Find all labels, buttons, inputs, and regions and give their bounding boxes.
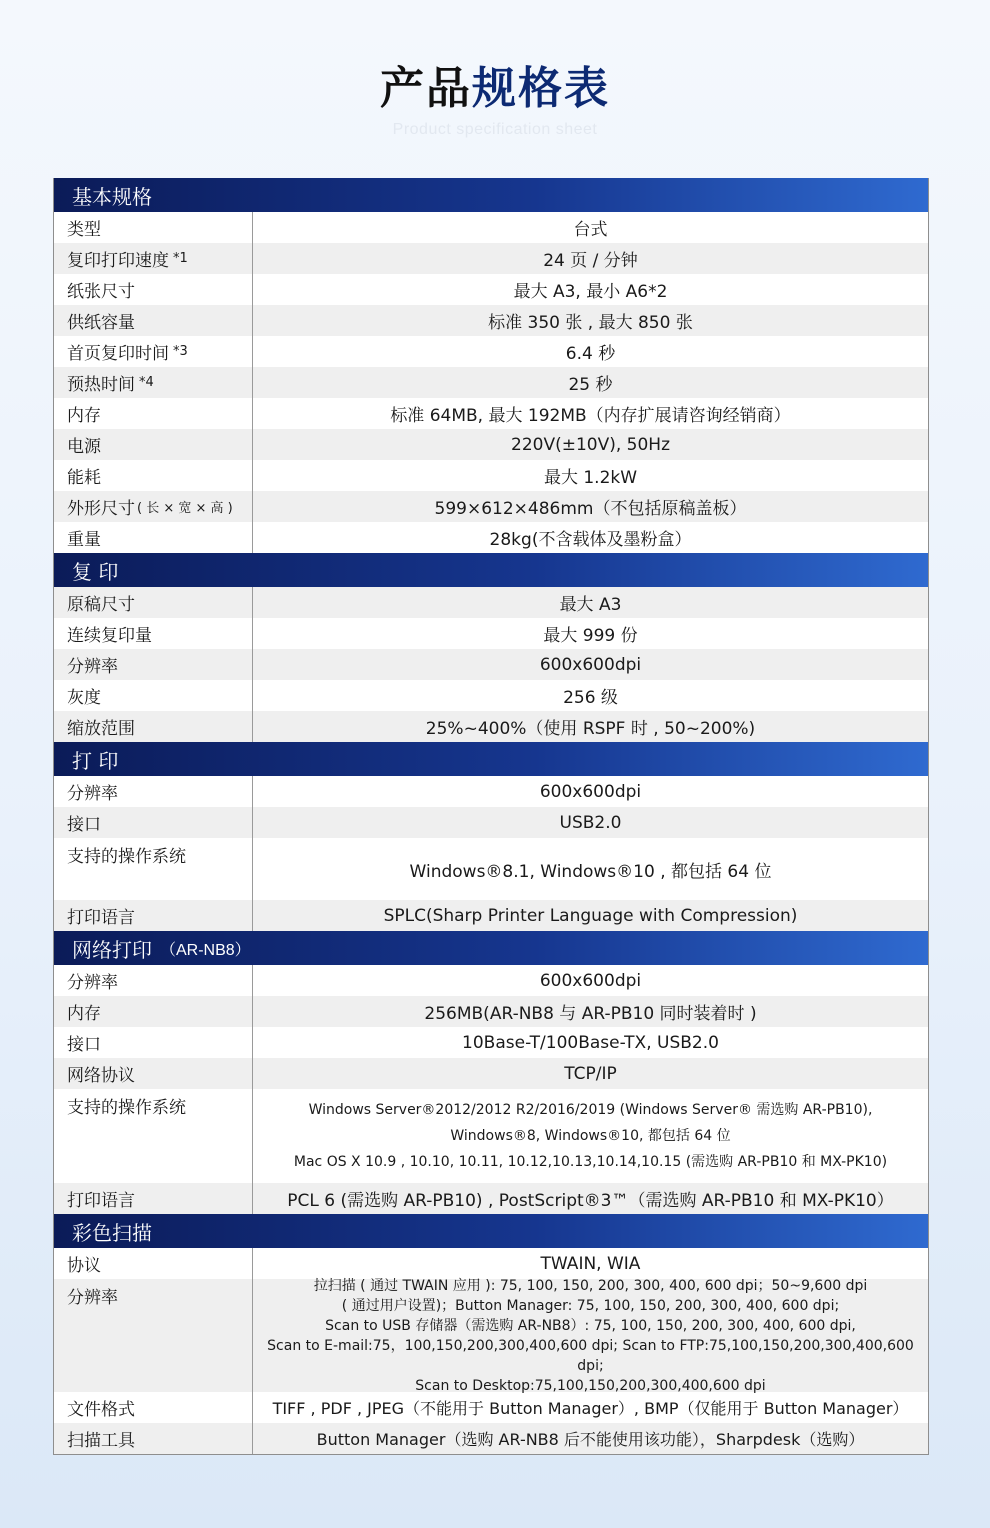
section-header-basic (54, 178, 928, 212)
row-value: Button Manager（选购 AR-NB8 后不能使用该功能），Sharpdesk（选购） (316, 1430, 865, 1449)
section-header-network (54, 931, 928, 965)
table-row (54, 1183, 928, 1214)
row-label: 类型 (54, 212, 253, 243)
section-header-copy (54, 553, 928, 587)
table-row (54, 1248, 928, 1279)
row-label: 扫描工具 (54, 1423, 253, 1454)
table-row (54, 649, 928, 680)
row-label: 接口 (54, 1027, 253, 1058)
row-value: 10Base-T/100Base-TX, USB2.0 (462, 1032, 719, 1053)
section-header-print (54, 742, 928, 776)
table-row (54, 1058, 928, 1089)
row-label: 原稿尺寸 (54, 587, 253, 618)
table-row (54, 776, 928, 807)
resolution-line: Scan to E-mail:75，100,150,200,300,400,600 dpi; Scan to FTP:75,100,150,200,300,400,600 dpi; (267, 1337, 914, 1374)
row-value: 标准 64MB, 最大 192MB（内存扩展请咨询经销商） (390, 406, 791, 426)
row-value: TWAIN, WIA (540, 1253, 641, 1274)
table-row (54, 429, 928, 460)
row-value: 600x600dpi (539, 781, 642, 802)
row-label: 协议 (54, 1248, 253, 1279)
section-title: 彩色扫描 (72, 1220, 152, 1245)
footnote-mark: *3 (173, 344, 188, 359)
row-value: 标准 350 张 , 最大 850 张 (488, 313, 693, 333)
row-value: 最大 A3 (559, 595, 622, 615)
resolution-line: ( 通过用户设置)；Button Manager: 75, 100, 150, 200, 300, 400, 600 dpi; (341, 1297, 840, 1314)
table-row (54, 398, 928, 429)
table-row (54, 1392, 928, 1423)
table-row (54, 900, 928, 931)
section-title-model: （AR-NB8） (160, 941, 251, 959)
row-label: 内存 (54, 996, 253, 1027)
row-value: USB2.0 (559, 812, 622, 833)
row-value: Windows®8.1, Windows®10 , 都包括 64 位 (409, 861, 772, 882)
os-line: Windows Server®2012/2012 R2/2016/2019 (Windows Server® 需选购 AR-PB10), (308, 1102, 873, 1118)
table-row (54, 274, 928, 305)
row-label: 分辨率 (54, 649, 253, 680)
footnote-mark: *4 (139, 375, 154, 390)
page-title-part2: 规格表 (472, 63, 610, 114)
row-value: 256 级 (563, 688, 618, 708)
row-label: 重量 (54, 522, 253, 553)
row-label: 文件格式 (54, 1392, 253, 1423)
section-header-scan (54, 1214, 928, 1248)
table-row (54, 1027, 928, 1058)
section-title: 复 印 (72, 559, 119, 584)
row-value: PCL 6 (需选购 AR-PB10) , PostScript®3™（需选购 AR-PB10 和 MX-PK10） (287, 1191, 894, 1211)
row-value: SPLC(Sharp Printer Language with Compression) (383, 905, 798, 926)
row-value: TIFF , PDF , JPEG（不能用于 Button Manager）, BMP（仅能用于 Button Manager） (272, 1399, 909, 1418)
page-subtitle: Product specification sheet (392, 121, 598, 138)
table-row (54, 996, 928, 1027)
table-row (54, 367, 928, 398)
row-label: 网络协议 (54, 1058, 253, 1089)
row-value: 24 页 / 分钟 (543, 251, 638, 271)
table-row (54, 336, 928, 367)
table-row (54, 1279, 928, 1392)
page-title-part1: 产品 (380, 63, 472, 114)
row-label: 支持的操作系统 (54, 838, 253, 900)
row-value: 600x600dpi (539, 970, 642, 991)
row-label: 打印语言 (54, 1183, 253, 1214)
row-label: 支持的操作系统 (54, 1089, 253, 1183)
table-row (54, 711, 928, 742)
row-value: 256MB(AR-NB8 与 AR-PB10 同时装着时 ) (424, 1004, 757, 1024)
row-label: 连续复印量 (54, 618, 253, 649)
row-label: 内存 (54, 398, 253, 429)
row-label: 能耗 (54, 460, 253, 491)
row-label: 供纸容量 (54, 305, 253, 336)
row-label: 分辨率 (54, 1279, 253, 1392)
row-label: 首页复印时间 *3 (54, 336, 253, 367)
os-line: Windows®8, Windows®10, 都包括 64 位 (450, 1128, 731, 1144)
row-label: 分辨率 (54, 776, 253, 807)
section-title: 基本规格 (72, 184, 152, 209)
row-value: 6.4 秒 (565, 344, 616, 364)
row-value: 最大 1.2kW (543, 468, 638, 488)
row-label: 打印语言 (54, 900, 253, 931)
resolution-line: Scan to USB 存储器（需选购 AR-NB8）: 75, 100, 150, 200, 300, 400, 600 dpi, (325, 1317, 856, 1334)
table-row (54, 587, 928, 618)
table-row (54, 305, 928, 336)
row-label: 缩放范围 (54, 711, 253, 742)
resolution-line: Scan to Desktop:75,100,150,200,300,400,600 dpi (415, 1377, 766, 1394)
section-title: 打 印 (72, 748, 119, 773)
table-row (54, 680, 928, 711)
row-value: 台式 (573, 220, 608, 240)
row-value (253, 1279, 928, 1392)
spec-table (53, 178, 929, 1455)
row-value: 25 秒 (568, 375, 613, 395)
table-row (54, 807, 928, 838)
table-row (54, 243, 928, 274)
table-row (54, 491, 928, 522)
row-value: 25%~400%（使用 RSPF 时 , 50~200%) (425, 719, 756, 739)
table-row (54, 965, 928, 996)
row-label: 复印打印速度 *1 (54, 243, 253, 274)
table-row (54, 1089, 928, 1183)
row-value: 599×612×486mm（不包括原稿盖板） (434, 499, 747, 519)
row-value: 600x600dpi (539, 654, 642, 675)
row-label: 纸张尺寸 (54, 274, 253, 305)
table-row (54, 212, 928, 243)
row-value: 最大 A3, 最小 A6*2 (513, 282, 668, 302)
dims-note: ( 长 × 宽 × 高 ) (137, 501, 233, 516)
footnote-mark: *1 (173, 251, 188, 266)
section-title: 网络打印 (72, 937, 152, 962)
table-row (54, 838, 928, 900)
page-title (0, 52, 990, 116)
os-line: Mac OS X 10.9 , 10.10, 10.11, 10.12,10.13,10.14,10.15 (需选购 AR-PB10 和 MX-PK10) (293, 1154, 888, 1170)
row-value: TCP/IP (564, 1063, 617, 1084)
row-label: 灰度 (54, 680, 253, 711)
row-label: 分辨率 (54, 965, 253, 996)
row-label: 外形尺寸 ( 长 × 宽 × 高 ) (54, 491, 253, 522)
row-label: 预热时间 *4 (54, 367, 253, 398)
table-row (54, 460, 928, 491)
table-row (54, 522, 928, 553)
row-value (253, 1089, 928, 1183)
resolution-line: 拉扫描 ( 通过 TWAIN 应用 ): 75, 100, 150, 200, 300, 400, 600 dpi；50~9,600 dpi (313, 1277, 868, 1294)
row-label: 接口 (54, 807, 253, 838)
table-row (54, 1423, 928, 1454)
row-value: 28kg(不含载体及墨粉盒） (489, 530, 692, 550)
row-value: 最大 999 份 (543, 626, 638, 646)
row-label: 电源 (54, 429, 253, 460)
row-value: 220V(±10V), 50Hz (511, 434, 670, 455)
table-row (54, 618, 928, 649)
